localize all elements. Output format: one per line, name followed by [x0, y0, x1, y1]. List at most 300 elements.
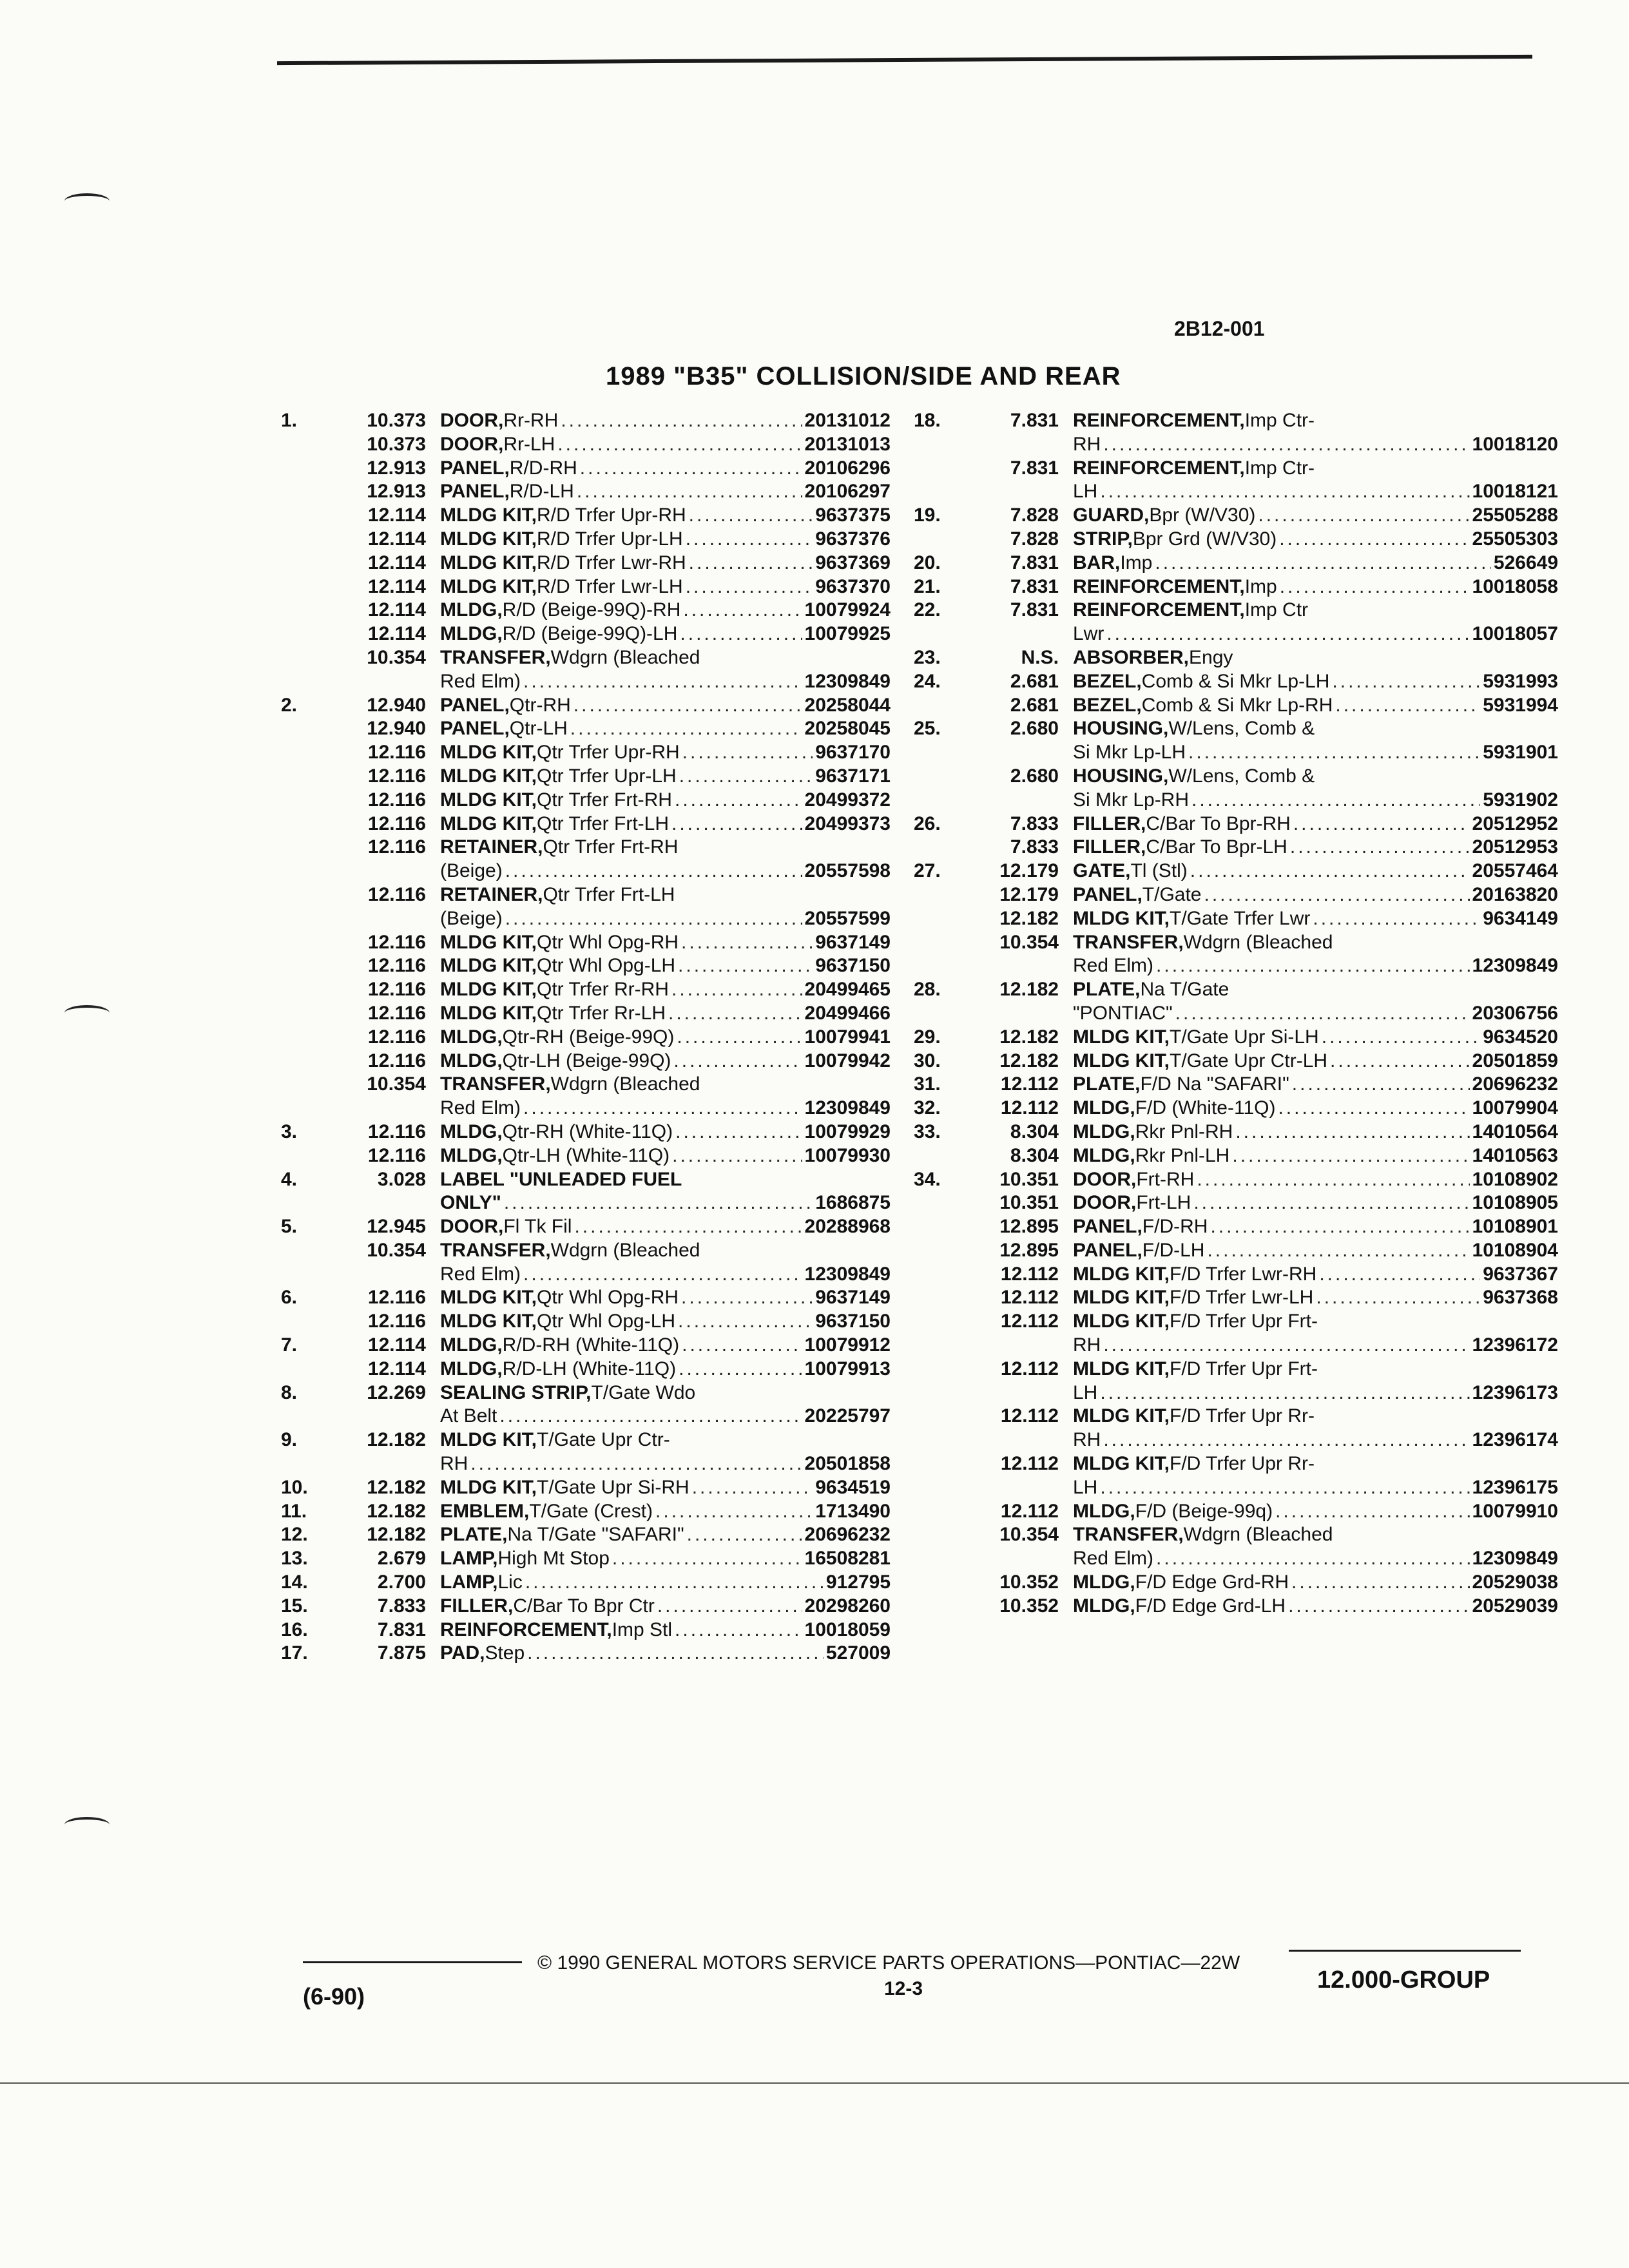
part-description: [1073, 789, 1483, 812]
group-code: 12.940: [367, 694, 426, 716]
part-description: [1073, 1381, 1472, 1405]
part-description: [440, 907, 805, 931]
parts-row: [281, 1619, 891, 1642]
group-code: 12.116: [367, 1144, 426, 1166]
part-detail: Qtr Whl Opg-RH: [537, 931, 679, 953]
part-number: 9637375: [815, 505, 891, 526]
part-name: MLDG,: [1073, 1500, 1135, 1522]
part-description: [1073, 575, 1472, 599]
leader-dots: [505, 860, 802, 883]
parts-row: [914, 528, 1558, 552]
group-code: 10.373: [367, 433, 426, 455]
part-number: 20288968: [804, 1216, 891, 1238]
part-description: [1073, 1050, 1472, 1073]
part-detail: T/Gate Upr Ctr-: [537, 1429, 670, 1451]
part-description: [440, 812, 805, 836]
group-code: 12.112: [1000, 1311, 1059, 1332]
part-number: 9634519: [815, 1476, 891, 1498]
part-description: [1073, 1073, 1472, 1097]
part-number: 12396173: [1472, 1381, 1558, 1403]
part-number: 20529039: [1472, 1595, 1558, 1617]
part-name: FILLER,: [1073, 836, 1146, 858]
part-description: [440, 765, 815, 789]
group-code: 12.114: [367, 1334, 426, 1356]
item-number: 14.: [281, 1571, 308, 1593]
part-description: [440, 1334, 805, 1358]
parts-row: [281, 1452, 891, 1476]
part-number: 9637171: [815, 765, 891, 787]
part-name: MLDG KIT,: [440, 931, 537, 953]
group-code: 12.895: [999, 1216, 1059, 1238]
part-description: [1073, 812, 1472, 836]
part-number: 14010564: [1472, 1120, 1558, 1142]
leader-dots: [1232, 1144, 1469, 1168]
part-name: FILLER,: [440, 1595, 514, 1617]
part-detail: R/D-LH: [509, 481, 574, 503]
item-number: 28.: [914, 979, 941, 1001]
binder-hole-mark: [64, 193, 110, 209]
part-name: MLDG,: [440, 1334, 503, 1356]
parts-row: [914, 1026, 1558, 1050]
part-number: 20557598: [804, 860, 891, 882]
part-name: PLATE,: [1073, 1073, 1141, 1095]
part-detail: R/D-LH (White-11Q): [502, 1358, 677, 1379]
part-number: 9637150: [815, 955, 891, 977]
part-detail: Red Elm): [440, 1263, 521, 1285]
part-number: 10018120: [1472, 433, 1558, 455]
leader-dots: [574, 1215, 802, 1239]
part-detail: Lic: [497, 1571, 523, 1593]
part-number: 10079942: [804, 1050, 891, 1072]
part-detail: RH: [440, 1453, 468, 1475]
group-code: 12.116: [367, 836, 426, 858]
leader-dots: [527, 1642, 824, 1666]
parts-row: [914, 1050, 1558, 1073]
group-code: 12.116: [367, 955, 426, 977]
part-number: 1713490: [815, 1500, 891, 1522]
part-number: 12309849: [804, 1263, 891, 1285]
group-code: 12.112: [1000, 1097, 1059, 1119]
part-description: [440, 480, 805, 504]
leader-dots: [681, 1286, 813, 1310]
part-detail: RH: [1073, 1334, 1101, 1356]
part-description: [440, 1073, 891, 1097]
parts-row: [914, 1500, 1558, 1524]
part-name: REINFORCEMENT,: [1073, 599, 1245, 621]
parts-row: [914, 1168, 1558, 1192]
leader-dots: [561, 409, 802, 433]
part-detail: C/Bar To Bpr-RH: [1146, 812, 1291, 834]
part-name: TRANSFER,: [1073, 931, 1184, 953]
part-name: RETAINER,: [440, 836, 543, 858]
part-number: 20131013: [804, 433, 891, 455]
part-name: MLDG KIT,: [440, 552, 537, 573]
part-name: BEZEL,: [1073, 670, 1142, 692]
parts-row: [281, 1500, 891, 1524]
part-name: MLDG,: [1073, 1097, 1135, 1119]
part-description: [440, 1428, 891, 1452]
leader-dots: [525, 1571, 824, 1595]
part-name: MLDG KIT,: [440, 1287, 537, 1309]
part-number: 20696232: [1472, 1073, 1558, 1095]
group-code: 12.112: [1000, 1405, 1059, 1427]
parts-row: [281, 789, 891, 812]
item-number: 12.: [281, 1524, 308, 1546]
part-detail: Red Elm): [440, 1097, 521, 1119]
leader-dots: [1197, 1168, 1469, 1192]
group-code: 12.116: [367, 1120, 426, 1142]
part-detail: Imp: [1120, 552, 1153, 573]
part-name: GUARD,: [1073, 505, 1150, 526]
part-number: 10079904: [1472, 1097, 1558, 1119]
part-name: FILLER,: [1073, 812, 1146, 834]
part-detail: T/Gate: [1142, 883, 1202, 905]
part-name: DOOR,: [440, 433, 504, 455]
group-code: 12.182: [999, 1050, 1059, 1072]
parts-row: [914, 1334, 1558, 1358]
parts-row: [914, 883, 1558, 907]
part-number: 20499466: [804, 1002, 891, 1024]
part-detail: Qtr Trfer Upr-RH: [537, 742, 680, 764]
parts-row: [281, 1523, 891, 1547]
parts-row: [281, 907, 891, 931]
leader-dots: [1207, 1239, 1469, 1263]
part-description: [1073, 1500, 1472, 1524]
group-code: 12.116: [367, 789, 426, 811]
leader-dots: [679, 1358, 802, 1381]
part-name: MLDG KIT,: [440, 1311, 537, 1332]
parts-row: [281, 1547, 891, 1571]
parts-row: [281, 1642, 891, 1666]
part-number: 10079925: [804, 623, 891, 645]
parts-row: [281, 1358, 891, 1381]
part-detail: T/Gate (Crest): [529, 1500, 653, 1522]
item-number: 4.: [281, 1168, 298, 1190]
part-detail: T/Gate Trfer Lwr: [1170, 907, 1311, 929]
group-code: 12.182: [367, 1476, 426, 1498]
part-number: 5931994: [1483, 694, 1558, 716]
group-code: 12.182: [367, 1500, 426, 1522]
group-code: 10.352: [999, 1595, 1059, 1617]
leader-dots: [523, 670, 802, 694]
part-number: 9637368: [1483, 1287, 1558, 1309]
item-number: 11.: [281, 1500, 307, 1522]
part-name: MLDG,: [1073, 1571, 1135, 1593]
group-code: 7.828: [1010, 528, 1059, 550]
group-code: 12.945: [367, 1216, 426, 1238]
part-detail: Engy: [1189, 646, 1233, 668]
parts-row: [914, 1571, 1558, 1595]
leader-dots: [1106, 622, 1469, 646]
part-detail: C/Bar To Bpr-LH: [1146, 836, 1287, 858]
group-code: 7.833: [1010, 836, 1059, 858]
part-number: 20225797: [804, 1405, 891, 1427]
group-code: 12.116: [367, 883, 426, 905]
parts-row: [281, 1026, 891, 1050]
parts-row: [281, 457, 891, 481]
part-description: [1073, 622, 1472, 646]
part-description: [440, 1144, 805, 1168]
part-description: [1073, 1595, 1472, 1619]
parts-row: [281, 1097, 891, 1120]
part-description: [440, 694, 805, 718]
part-number: 25505303: [1472, 528, 1558, 550]
item-number: 31.: [914, 1073, 941, 1095]
part-description: [440, 646, 891, 670]
part-detail: Si Mkr Lp-RH: [1073, 789, 1190, 811]
part-description: [440, 552, 815, 575]
group-code: 12.116: [367, 812, 426, 834]
part-name: DOOR,: [1073, 1168, 1137, 1190]
part-description: [440, 1381, 891, 1405]
part-name: MLDG KIT,: [1073, 1358, 1170, 1379]
part-description: [1073, 552, 1494, 575]
part-number: 9637170: [815, 742, 891, 764]
leader-dots: [1103, 1334, 1469, 1358]
binder-hole-mark: [64, 1005, 110, 1021]
part-detail: R/D Trfer Lwr-RH: [537, 552, 686, 573]
part-number: 10108902: [1472, 1168, 1558, 1190]
leader-dots: [689, 552, 813, 575]
parts-row: [914, 1358, 1558, 1381]
part-detail: Rr-LH: [503, 433, 555, 455]
part-description: [1073, 599, 1558, 622]
group-code: 7.831: [1010, 410, 1059, 431]
part-number: 20512953: [1472, 836, 1558, 858]
part-description: [440, 1642, 826, 1666]
leader-dots: [1288, 1595, 1469, 1619]
part-description: [440, 622, 805, 646]
parts-row: [281, 1120, 891, 1144]
part-name: STRIP,: [1073, 528, 1133, 550]
group-code: 12.116: [367, 1026, 426, 1048]
part-name: MLDG KIT,: [440, 1476, 537, 1498]
part-description: [1073, 1428, 1472, 1452]
leader-dots: [668, 1002, 802, 1026]
part-description: [440, 1168, 891, 1192]
part-description: [1073, 907, 1483, 931]
part-name: PANEL,: [440, 481, 510, 503]
part-number: 10079913: [804, 1358, 891, 1379]
part-description: [440, 1523, 805, 1547]
part-detail: Si Mkr Lp-LH: [1073, 742, 1186, 764]
parts-row: [914, 812, 1558, 836]
part-name: REINFORCEMENT,: [1073, 457, 1245, 479]
item-number: 21.: [914, 575, 941, 597]
group-code: 10.354: [367, 1073, 426, 1095]
leader-dots: [1335, 694, 1480, 718]
leader-dots: [570, 717, 802, 741]
parts-row: [281, 528, 891, 552]
part-description: [440, 741, 815, 765]
parts-row: [281, 504, 891, 528]
part-detail: Red Elm): [440, 670, 521, 692]
part-detail: Frt-LH: [1136, 1192, 1191, 1214]
leader-dots: [675, 1120, 802, 1144]
part-description: [1073, 1571, 1472, 1595]
group-code: 12.116: [367, 1002, 426, 1024]
part-name: TRANSFER,: [440, 646, 551, 668]
part-name: MLDG KIT,: [440, 812, 537, 834]
copyright-line: [537, 1952, 1240, 1974]
catalog-ref-code: 2B12-001: [1174, 317, 1265, 340]
part-description: [440, 1263, 805, 1287]
part-name: MLDG KIT,: [1073, 1405, 1170, 1427]
parts-row: [914, 457, 1558, 481]
part-number: 12396175: [1472, 1476, 1558, 1498]
parts-row: [281, 433, 891, 457]
group-code: 10.354: [999, 1524, 1059, 1546]
parts-row: [914, 1144, 1558, 1168]
part-detail: LH: [1073, 481, 1098, 503]
parts-row: [914, 1310, 1558, 1334]
part-number: 10108905: [1472, 1192, 1558, 1214]
item-number: 27.: [914, 860, 941, 882]
part-name: MLDG,: [440, 599, 503, 621]
group-code: 12.114: [367, 1358, 426, 1379]
part-description: [440, 1215, 805, 1239]
part-number: 10018121: [1472, 481, 1558, 503]
item-number: 26.: [914, 812, 941, 834]
bottom-rule: [0, 2082, 1629, 2084]
parts-row: [281, 836, 891, 860]
part-name: EMBLEM,: [440, 1500, 530, 1522]
part-number: 20106297: [804, 481, 891, 503]
part-description: [1073, 860, 1472, 883]
part-name: MLDG,: [440, 1026, 503, 1048]
part-number: 20499372: [804, 789, 891, 811]
group-code: 10.351: [999, 1192, 1059, 1214]
item-number: 10.: [281, 1476, 308, 1498]
parts-row: [281, 599, 891, 622]
parts-row: [914, 1547, 1558, 1571]
leader-dots: [557, 433, 802, 457]
part-detail: Red Elm): [1073, 955, 1154, 977]
leader-dots: [689, 504, 813, 528]
group-code: 7.831: [1010, 599, 1059, 621]
parts-row: [914, 1405, 1558, 1428]
parts-row: [281, 1428, 891, 1452]
parts-row: [281, 931, 891, 955]
group-code: 10.352: [999, 1571, 1059, 1593]
part-detail: RH: [1073, 433, 1101, 455]
parts-row: [281, 694, 891, 718]
item-number: 17.: [281, 1642, 308, 1664]
group-code: 12.940: [367, 718, 426, 740]
part-name: LAMP,: [440, 1571, 498, 1593]
part-description: [1073, 765, 1558, 789]
group-number: 12.000-GROUP: [1317, 1966, 1490, 1994]
part-name: DOOR,: [440, 410, 504, 431]
part-number: 10079910: [1472, 1500, 1558, 1522]
part-detail: At Belt: [440, 1405, 497, 1427]
parts-row: [281, 1050, 891, 1073]
part-detail: Imp Ctr: [1244, 599, 1309, 621]
leader-dots: [1280, 575, 1470, 599]
part-name: PANEL,: [1073, 1216, 1142, 1238]
part-name: ONLY": [440, 1192, 501, 1214]
part-number: 12396174: [1472, 1429, 1558, 1451]
group-code: 7.831: [1010, 575, 1059, 597]
part-name: PANEL,: [1073, 1239, 1142, 1261]
part-detail: Comb & Si Mkr Lp-LH: [1141, 670, 1330, 692]
item-number: 7.: [281, 1334, 298, 1356]
part-name: HOUSING,: [1073, 718, 1169, 740]
parts-row: [281, 1263, 891, 1287]
part-number: 9637367: [1483, 1263, 1558, 1285]
parts-row: [281, 1405, 891, 1428]
part-number: 10018058: [1472, 575, 1558, 597]
parts-row: [914, 1073, 1558, 1097]
parts-row: [914, 646, 1558, 670]
parts-row: [914, 836, 1558, 860]
part-detail: Lwr: [1073, 623, 1104, 645]
leader-dots: [657, 1595, 802, 1619]
leader-dots: [681, 931, 813, 955]
leader-dots: [682, 1334, 802, 1358]
leader-dots: [678, 954, 813, 978]
leader-dots: [612, 1547, 802, 1571]
parts-list-left: [281, 409, 891, 1666]
part-detail: F/D Trfer Upr Frt-: [1170, 1358, 1318, 1379]
part-detail: Qtr-RH (Beige-99Q): [502, 1026, 675, 1048]
part-detail: T/Gate Upr Si-RH: [537, 1476, 689, 1498]
leader-dots: [1100, 480, 1469, 504]
part-description: [440, 978, 805, 1002]
part-description: [440, 1286, 815, 1310]
item-number: 9.: [281, 1429, 298, 1451]
parts-row: [914, 670, 1558, 694]
group-code: 12.114: [367, 623, 426, 645]
part-number: 16508281: [804, 1548, 891, 1570]
part-description: [440, 1120, 805, 1144]
parts-row: [281, 646, 891, 670]
parts-row: [914, 504, 1558, 528]
part-number: 10108901: [1472, 1216, 1558, 1238]
part-description: [1073, 1239, 1472, 1263]
part-name: MLDG,: [440, 623, 503, 645]
leader-dots: [655, 1500, 813, 1524]
leader-dots: [1330, 1050, 1469, 1073]
part-detail: High Mt Stop: [497, 1548, 610, 1570]
parts-row: [914, 433, 1558, 457]
group-code: 8.304: [1010, 1144, 1059, 1166]
footer-rule-right: [1289, 1950, 1521, 1952]
part-number: 9637149: [815, 1287, 891, 1309]
parts-row: [281, 860, 891, 883]
part-number: 5931901: [1483, 742, 1558, 764]
item-number: 19.: [914, 505, 941, 526]
leader-dots: [523, 1097, 802, 1120]
parts-row: [281, 1002, 891, 1026]
parts-row: [914, 599, 1558, 622]
part-number: 20499465: [804, 979, 891, 1001]
part-description: [440, 860, 805, 883]
parts-row: [914, 1428, 1558, 1452]
item-number: 29.: [914, 1026, 941, 1048]
item-number: 3.: [281, 1120, 298, 1142]
part-detail: (Beige): [440, 860, 503, 882]
part-description: [1073, 504, 1472, 528]
parts-row: [914, 1002, 1558, 1026]
item-number: 33.: [914, 1120, 941, 1142]
part-description: [1073, 1452, 1558, 1476]
part-detail: T/Gate Upr Si-LH: [1170, 1026, 1319, 1048]
part-description: [1073, 1310, 1558, 1334]
part-number: 12309849: [804, 670, 891, 692]
part-detail: F/D (White-11Q): [1135, 1097, 1276, 1119]
parts-row: [914, 717, 1558, 741]
